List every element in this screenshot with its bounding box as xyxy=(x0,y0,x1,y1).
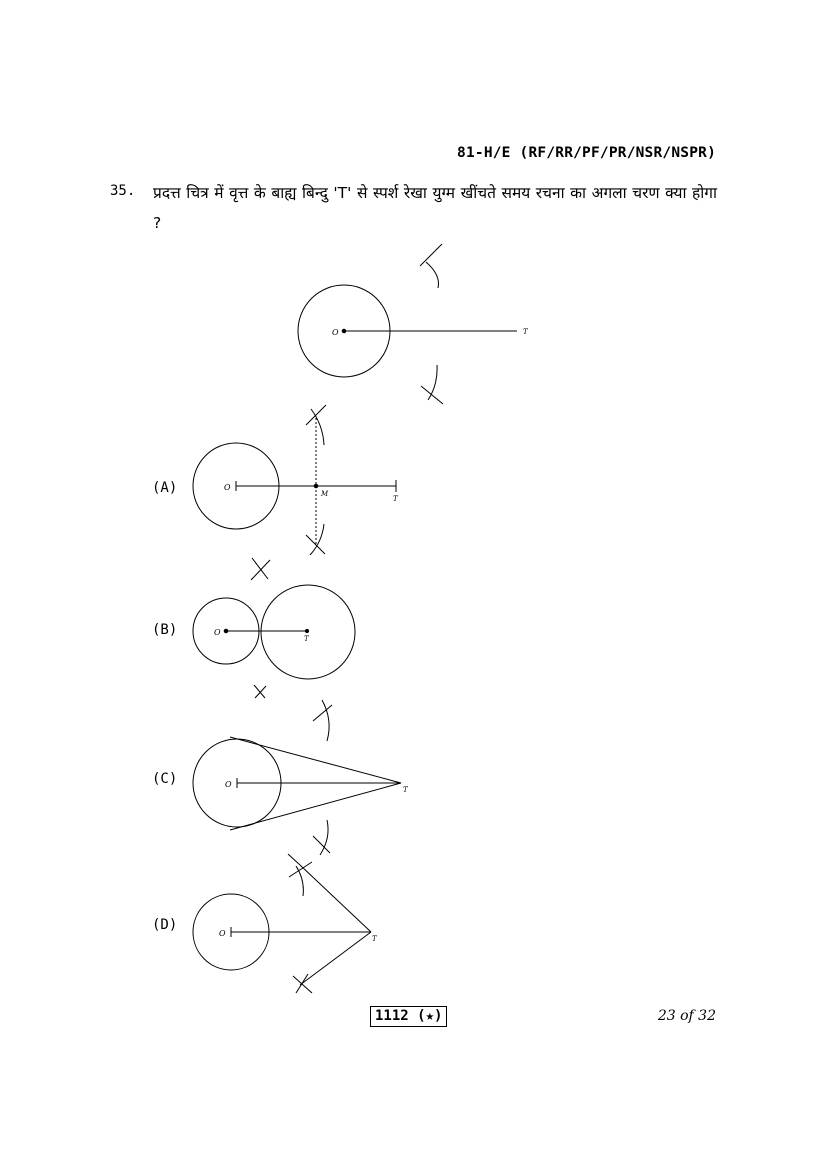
option-c-arc-top-cross xyxy=(313,705,332,721)
option-c-tangent-lower xyxy=(230,783,401,830)
main-arc-bottom-cross xyxy=(421,386,443,404)
option-b-t-dot xyxy=(305,629,308,632)
option-a-label-m: M xyxy=(321,490,329,498)
option-a-label-o: O xyxy=(224,483,231,492)
question-number: 35. xyxy=(110,183,136,199)
option-d-label-o: O xyxy=(219,929,226,938)
main-label-t: T xyxy=(523,328,528,336)
option-d-segment-upper xyxy=(300,865,371,932)
main-arc-top-cross xyxy=(420,244,442,266)
main-arc-bottom xyxy=(428,365,437,400)
option-b-cross-top-2 xyxy=(251,560,270,580)
option-d-label: (D) xyxy=(152,917,178,933)
option-d-segment-lower xyxy=(300,932,371,985)
option-b-cross-bottom-1 xyxy=(254,685,265,698)
paper-code-footer: 1112 (★) xyxy=(370,1006,447,1027)
option-b-label-t: T xyxy=(304,635,309,643)
option-c-tangent-upper xyxy=(230,737,401,783)
main-center-dot xyxy=(342,329,346,333)
question-text: प्रदत्त चित्र में वृत्त के बाह्य बिन्दु 'T' से स्पर्श रेखा युग्म खींचते समय रचना का अगला चरण क्या होगा ? xyxy=(153,184,717,232)
option-d-ray-upper xyxy=(288,854,300,865)
option-b-label-o: O xyxy=(214,628,221,637)
option-c-label-o: O xyxy=(225,780,232,789)
option-b-center-dot xyxy=(224,629,228,633)
option-c-arc-top xyxy=(322,700,329,741)
option-a-label-t: T xyxy=(393,495,398,503)
option-d-label-t: T xyxy=(372,935,377,943)
option-d-cross-bottom-2 xyxy=(296,974,308,993)
option-c-label-t: T xyxy=(403,786,408,794)
option-b-label: (B) xyxy=(152,622,178,638)
option-a-midpoint-dot xyxy=(314,484,318,488)
page-number: 23 of 32 xyxy=(657,1008,716,1024)
option-a-arc-bottom-cross xyxy=(306,535,325,554)
main-label-o: O xyxy=(332,328,339,337)
option-a-label: (A) xyxy=(152,480,178,496)
paper-code-header: 81-H/E (RF/RR/PF/PR/NSR/NSPR) xyxy=(457,145,716,161)
option-a-arc-top xyxy=(311,409,324,445)
main-arc-top xyxy=(426,262,439,288)
option-c-label: (C) xyxy=(152,771,178,787)
